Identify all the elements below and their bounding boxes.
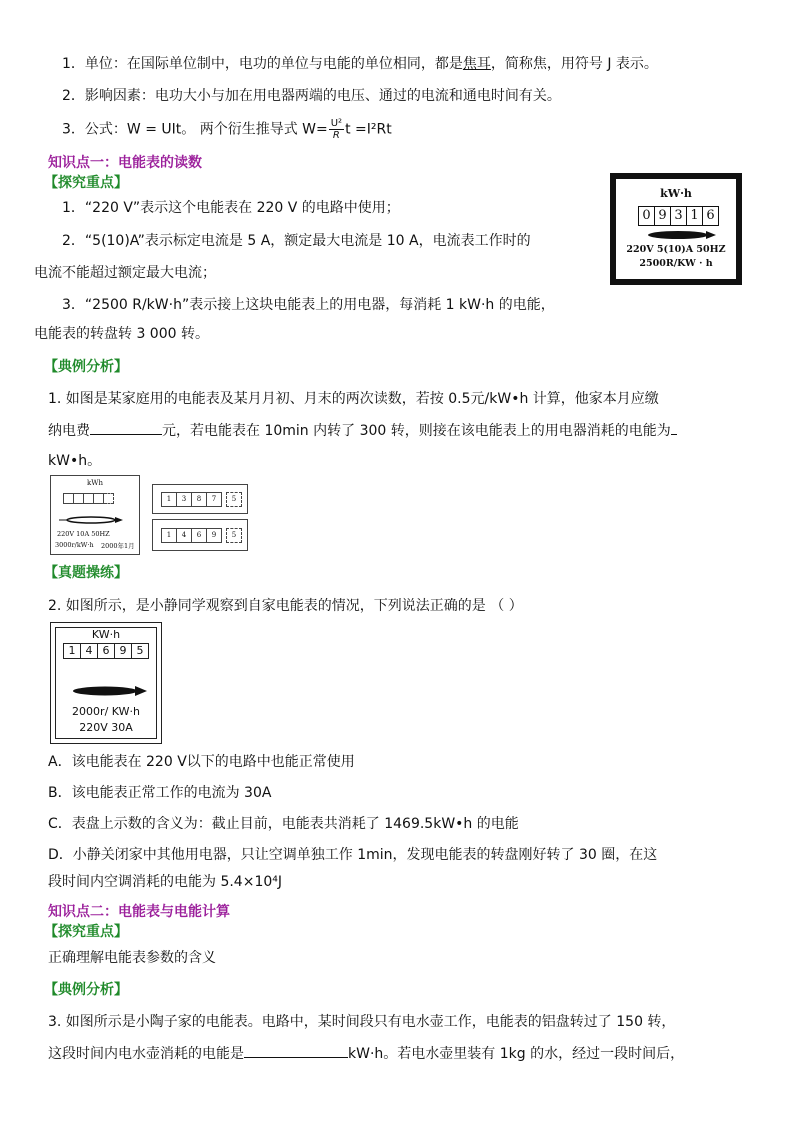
question-1c: kW•h。 xyxy=(48,453,102,469)
meter-figure-2 xyxy=(50,475,140,555)
k1-point-2a: 2．“5(10)A”表示标定电流是 5 A，额定最大电流是 10 A，电流表工作时的 xyxy=(62,233,531,249)
digit-cell: 0 xyxy=(638,206,655,226)
digit-cell: 4 xyxy=(177,528,192,543)
digit-cell: 7 xyxy=(207,492,222,507)
line-unit: 1．单位：在国际单位制中，电功的单位与电能的单位相同，都是焦耳，简称焦，用符号 J 表示。 xyxy=(62,56,658,72)
rotating-disc-icon xyxy=(67,683,149,699)
line-factors: 2．影响因素：电功大小与加在用电器两端的电压、通过的电流和通电时间有关。 xyxy=(62,88,561,104)
reading-start xyxy=(152,484,248,514)
question-3a: 3. 如图所示是小陶子家的电能表。电路中，某时间段只有电水壶工作，电能表的铝盘转过了 150 转， xyxy=(48,1014,676,1030)
digit-cell: 9 xyxy=(207,528,222,543)
digit-cell: 4 xyxy=(81,643,98,659)
answer-blank xyxy=(244,1043,348,1058)
digit-cell: 3 xyxy=(177,492,192,507)
meter2-spec2b: 2000年1月 xyxy=(101,542,135,550)
meter3-unit: KW·h xyxy=(91,628,121,641)
digit-cell: 1 xyxy=(161,492,177,507)
digit-cell: 9 xyxy=(115,643,132,659)
fraction: $\frac{\text{U²}}{R}$ xyxy=(330,118,343,141)
answer-blank xyxy=(90,420,162,435)
digit-cell: 5 xyxy=(226,492,242,507)
digit-cell: 1 xyxy=(161,528,177,543)
tag-explore-2: 【探究重点】 xyxy=(44,924,128,940)
underlined-joule: 焦耳 xyxy=(462,56,491,72)
question-3b: 这段时间内电水壶消耗的电能是 kW·h。若电水壶里装有 1kg 的水，经过一段时间后， xyxy=(48,1043,684,1064)
digit-cell: 6 xyxy=(192,528,207,543)
option-a: A．该电能表在 220 V以下的电路中也能正常使用 xyxy=(48,754,355,770)
digit-cell: 5 xyxy=(226,528,242,543)
meter1-digits xyxy=(638,206,719,226)
digit-cell: 3 xyxy=(671,206,687,226)
meter-figure-1 xyxy=(610,173,742,285)
meter2-unit: kWh xyxy=(87,479,103,487)
meter1-spec2: 2500R/KW · h xyxy=(639,258,713,269)
rotating-disc-icon xyxy=(57,514,127,526)
digit-cell: 9 xyxy=(655,206,671,226)
tag-example-2: 【典例分析】 xyxy=(44,982,128,998)
meter3-digits xyxy=(63,643,149,659)
question-1a: 1. 如图是某家庭用的电能表及某月月初、月末的两次读数，若按 0.5元/kW•h 计算，他家本月应缴 xyxy=(48,391,659,407)
digit-cell: 5 xyxy=(132,643,149,659)
meter3-spec2: 220V 30A xyxy=(79,721,133,734)
digit-cell: 6 xyxy=(98,643,115,659)
tag-example-1: 【典例分析】 xyxy=(44,359,128,375)
rotating-disc-icon xyxy=(640,228,718,242)
reading-end xyxy=(152,519,248,551)
meter2-digits xyxy=(63,493,114,504)
k1-point-3a: 3．“2500 R/kW·h”表示接上这块电能表上的用电器，每消耗 1 kW·h 的电能， xyxy=(62,297,555,313)
k1-point-3b: 电能表的转盘转 3 000 转。 xyxy=(34,326,209,342)
meter-figure-3 xyxy=(50,622,162,744)
question-2: 2. 如图所示，是小静同学观察到自家电能表的情况，下列说法正确的是 （ ） xyxy=(48,598,523,614)
digit-cell: 1 xyxy=(687,206,703,226)
digit-cell: 8 xyxy=(192,492,207,507)
answer-blank xyxy=(671,420,677,435)
digit-cell: 6 xyxy=(703,206,719,226)
digit-cell: 1 xyxy=(63,643,81,659)
k1-point-1: 1．“220 V”表示这个电能表在 220 V 的电路中使用； xyxy=(62,200,400,216)
meter1-spec1: 220V 5(10)A 50HZ xyxy=(626,244,726,255)
k2-point: 正确理解电能表参数的含义 xyxy=(48,950,216,966)
tag-explore-1: 【探究重点】 xyxy=(44,175,128,191)
section-title-1: 知识点一：电能表的读数 xyxy=(48,155,202,171)
meter2-spec2a: 3000r/kW·h xyxy=(55,541,94,549)
option-d-2: 段时间内空调消耗的电能为 5.4×10⁴J xyxy=(48,874,283,890)
section-title-2: 知识点二：电能表与电能计算 xyxy=(48,904,230,920)
meter2-spec1: 220V 10A 50HZ xyxy=(57,530,110,538)
option-b: B．该电能表正常工作的电流为 30A xyxy=(48,785,272,801)
option-c: C．表盘上示数的含义为：截止目前，电能表共消耗了 1469.5kW•h 的电能 xyxy=(48,816,519,832)
tag-practice: 【真题操练】 xyxy=(44,565,128,581)
question-1b: 纳电费 元，若电能表在 10min 内转了 300 转，则接在该电能表上的用电器消耗的电能为 xyxy=(48,420,677,441)
meter3-spec1: 2000r/ KW·h xyxy=(72,705,140,718)
k1-point-2b: 电流不能超过额定最大电流； xyxy=(34,265,216,281)
line-formula: 3．公式：W = UIt。 两个衍生推导式 W= $\frac{\text{U²}}{R}$ t =I²Rt xyxy=(62,118,392,141)
option-d-1: D．小静关闭家中其他用电器，只让空调单独工作 1min，发现电能表的转盘刚好转了 30 圈，在这 xyxy=(48,847,658,863)
meter1-unit: kW·h xyxy=(660,187,692,200)
